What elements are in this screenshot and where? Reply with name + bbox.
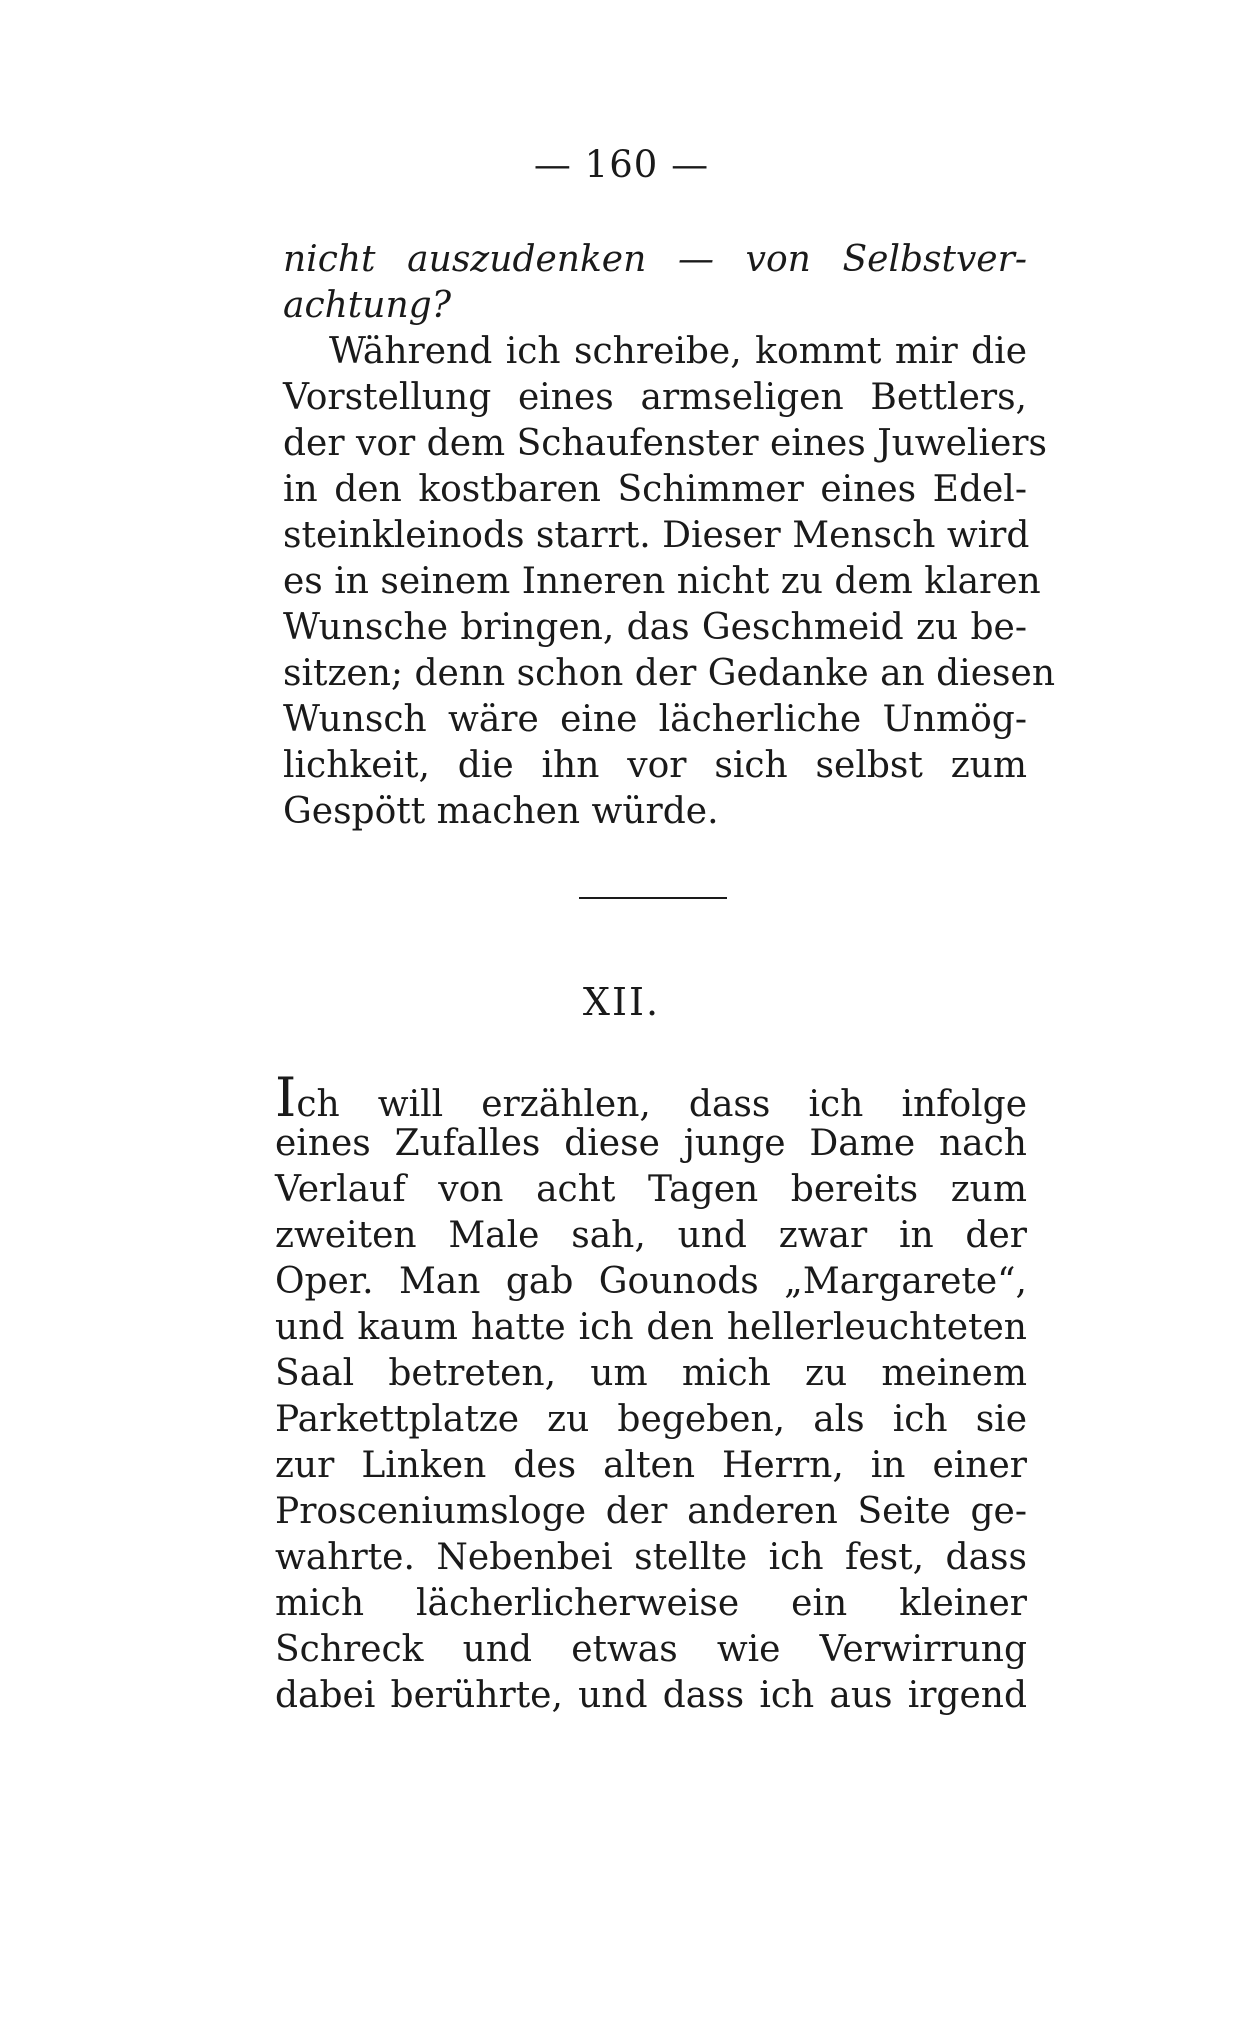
text-line-first bbox=[275, 1066, 1027, 1129]
text-line: dabei berührte, und dass ich aus irgend bbox=[275, 1675, 1027, 1716]
text-line: zweiten Male sah, und zwar in der bbox=[275, 1215, 1027, 1256]
text-line: Schreck und etwas wie Verwirrung bbox=[275, 1629, 1027, 1670]
text-line: Prosceniumsloge der anderen Seite ge- bbox=[275, 1491, 1027, 1532]
text-line: achtung? bbox=[283, 285, 451, 326]
text-line: der vor dem Schaufenster eines Juweliers bbox=[283, 423, 1047, 464]
text-line: Gespött machen würde. bbox=[283, 791, 719, 832]
drop-cap: I bbox=[275, 1066, 297, 1129]
first-line-text: ch will erzählen, dass ich infolge bbox=[296, 1084, 1027, 1125]
section-divider bbox=[579, 897, 727, 899]
text-line: steinkleinods starrt. Dieser Mensch wird bbox=[283, 515, 1030, 556]
text-line: Vorstellung eines armseligen Bettlers, bbox=[283, 377, 1027, 418]
chapter-heading: XII. bbox=[582, 980, 661, 1024]
text-line: und kaum hatte ich den hellerleuchteten bbox=[275, 1307, 1027, 1348]
text-line: wahrte. Nebenbei stellte ich fest, dass bbox=[275, 1537, 1027, 1578]
text-line: Wunsche bringen, das Geschmeid zu be- bbox=[283, 607, 1027, 648]
text-line: in den kostbaren Schimmer eines Edel- bbox=[283, 469, 1027, 510]
text-line: Oper. Man gab Gounods „Margarete“, bbox=[275, 1261, 1027, 1302]
text-line: zur Linken des alten Herrn, in einer bbox=[275, 1445, 1027, 1486]
text-line: nicht auszudenken — von Selbstver- bbox=[283, 239, 1027, 280]
text-line: eines Zufalles diese junge Dame nach bbox=[275, 1123, 1027, 1164]
text-line: mich lächerlicherweise ein kleiner bbox=[275, 1583, 1027, 1624]
text-line: es in seinem Inneren nicht zu dem klaren bbox=[283, 561, 1041, 602]
text-line: Saal betreten, um mich zu meinem bbox=[275, 1353, 1027, 1394]
text-line: sitzen; denn schon der Gedanke an diesen bbox=[283, 653, 1056, 694]
text-block-chapter-xii bbox=[275, 1066, 1027, 1719]
page-number: — 160 — bbox=[533, 143, 710, 186]
text-block-previous-chapter bbox=[283, 237, 1056, 835]
text-line: Wunsch wäre eine lächerliche Unmög- bbox=[283, 699, 1027, 740]
text-line: Parkettplatze zu begeben, als ich sie bbox=[275, 1399, 1027, 1440]
text-line: Verlauf von acht Tagen bereits zum bbox=[275, 1169, 1027, 1210]
text-line: lichkeit, die ihn vor sich selbst zum bbox=[283, 745, 1027, 786]
text-line: Während ich schreibe, kommt mir die bbox=[329, 331, 1027, 372]
